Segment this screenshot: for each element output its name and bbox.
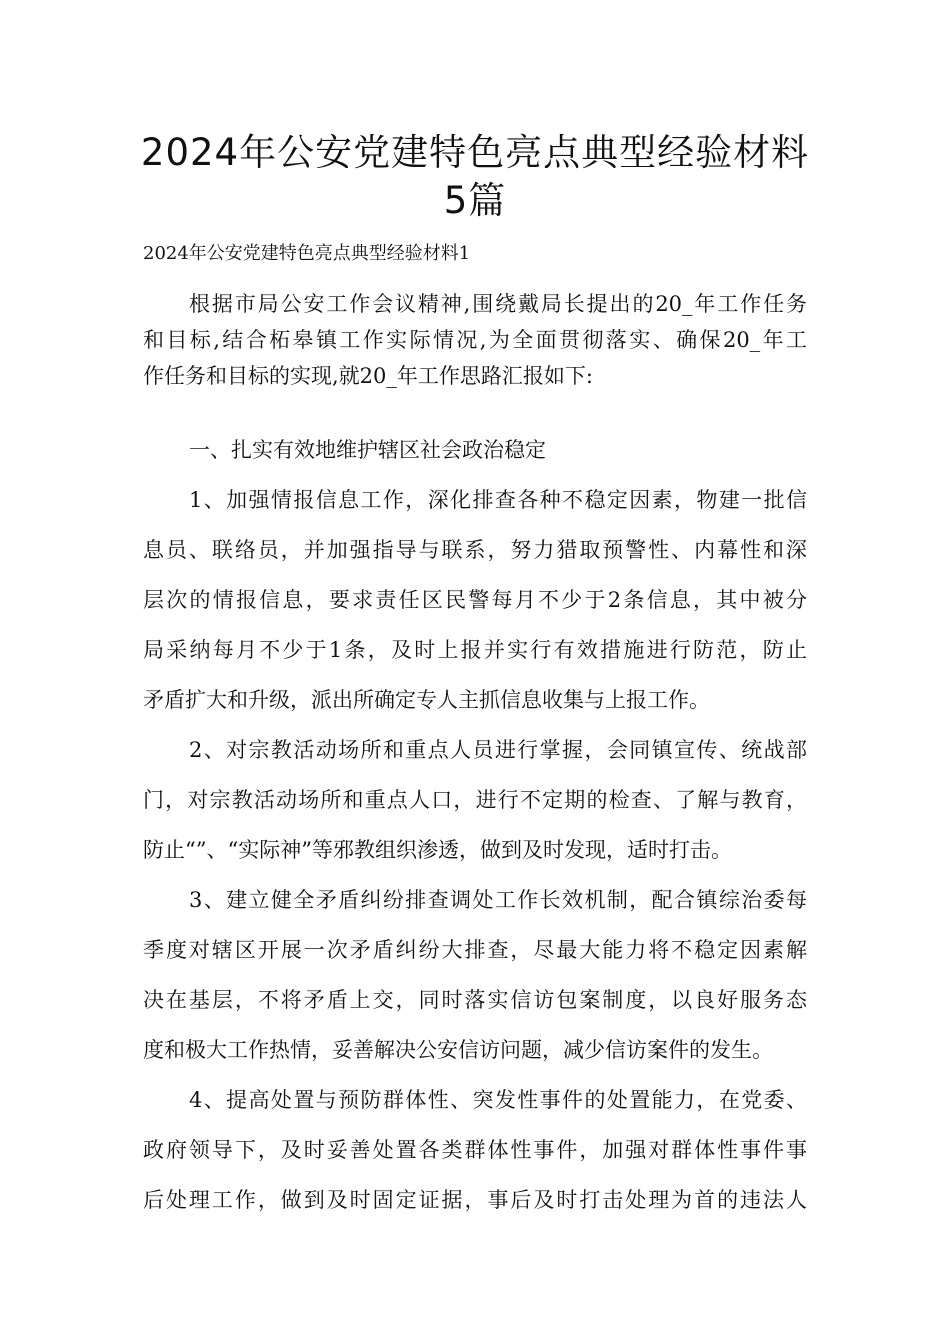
paragraph-line: 根据市局公安工作会议精神,围绕戴局长提出的20_年工作任务 bbox=[189, 292, 807, 316]
paragraph-line: 作任务和目标的实现,就20_年工作思路汇报如下: bbox=[143, 364, 593, 388]
paragraph-line: 防止“”、“实际神”等邪教组织渗透，做到及时发现，适时打击。 bbox=[143, 838, 732, 862]
paragraph-item-2 bbox=[143, 732, 807, 868]
paragraph-item-3 bbox=[143, 882, 807, 1068]
paragraph-line: 政府领导下，及时妥善处置各类群体性事件，加强对群体性事件事 bbox=[143, 1138, 807, 1162]
paragraph-line: 1、加强情报信息工作，深化排查各种不稳定因素，物建一批信 bbox=[189, 488, 807, 512]
paragraph-line: 层次的情报信息，要求责任区民警每月不少于2条信息，其中被分 bbox=[143, 588, 807, 612]
paragraph-line: 息员、联络员，并加强指导与联系，努力猎取预警性、内幕性和深 bbox=[143, 538, 807, 562]
paragraph-line: 度和极大工作热情，妥善解决公安信访问题，减少信访案件的发生。 bbox=[143, 1038, 773, 1062]
paragraph-line: 矛盾扩大和升级，派出所确定专人主抓信息收集与上报工作。 bbox=[143, 688, 710, 712]
paragraph-line: 3、建立健全矛盾纠纷排查调处工作长效机制，配合镇综治委每 bbox=[189, 888, 807, 912]
paragraph-line: 2、对宗教活动场所和重点人员进行掌握，会同镇宣传、统战部 bbox=[189, 738, 807, 762]
paragraph-line: 一、扎实有效地维护辖区社会政治稳定 bbox=[189, 438, 546, 462]
paragraph-intro bbox=[143, 286, 807, 394]
paragraph-item-1 bbox=[143, 482, 807, 718]
document-title-line-2: 5篇 bbox=[443, 179, 507, 222]
section-heading bbox=[143, 432, 807, 468]
paragraph-line: 和目标,结合柘皋镇工作实际情况,为全面贯彻落实、确保20_年工 bbox=[143, 328, 807, 352]
paragraph-line: 后处理工作，做到及时固定证据，事后及时打击处理为首的违法人 bbox=[143, 1188, 807, 1212]
paragraph-line: 4、提高处置与预防群体性、突发性事件的处置能力，在党委、 bbox=[189, 1088, 807, 1112]
paragraph-line: 门，对宗教活动场所和重点人口，进行不定期的检查、了解与教育， bbox=[143, 788, 807, 812]
document-title-line-1: 2024年公安党建特色亮点典型经验材料 bbox=[140, 131, 810, 174]
paragraph-line: 局采纳每月不少于1条，及时上报并实行有效措施进行防范，防止 bbox=[143, 638, 807, 662]
paragraph-line: 决在基层，不将矛盾上交，同时落实信访包案制度，以良好服务态 bbox=[143, 988, 807, 1012]
paragraph-item-4 bbox=[143, 1082, 807, 1218]
document-subtitle: 2024年公安党建特色亮点典型经验材料1 bbox=[143, 243, 471, 264]
paragraph-line: 季度对辖区开展一次矛盾纠纷大排查，尽最大能力将不稳定因素解 bbox=[143, 938, 807, 962]
